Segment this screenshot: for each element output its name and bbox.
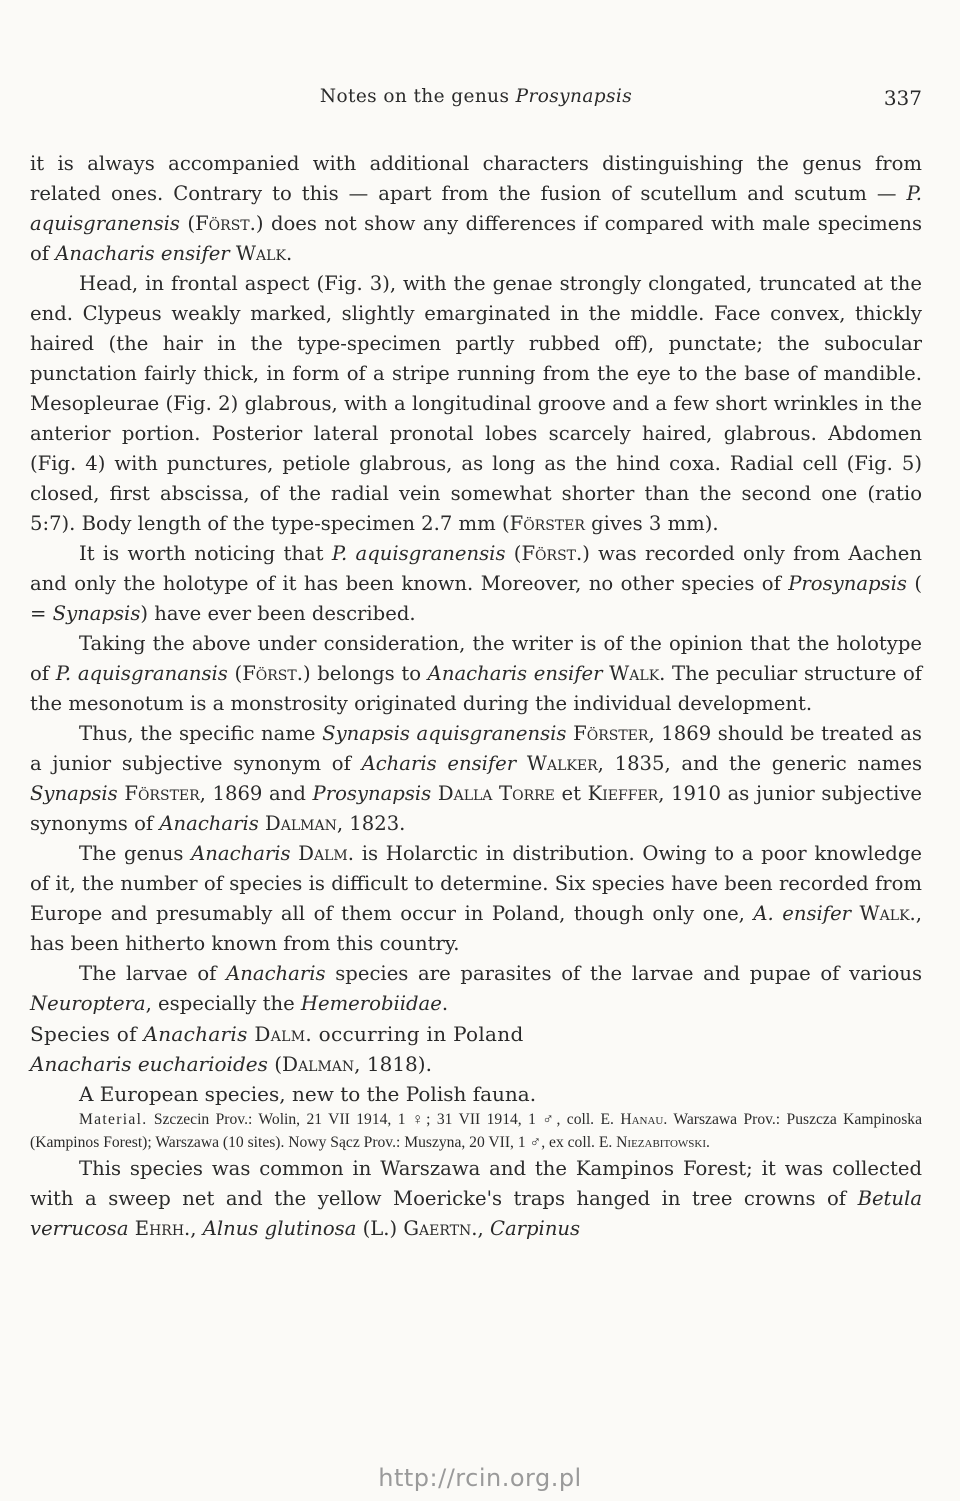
species-note: A European species, new to the Polish fauna. <box>79 1082 537 1106</box>
paragraph: The genus Anacharis Dalm. is Holarctic in distribution. Owing to a poor knowledge of it, the number of species is difficult to determine. Six species have been recorded from Europe and presumably all of them occur in Poland, though only one, A. ensifer Walk., has been hitherto known from this country. <box>30 842 922 955</box>
paragraph: Taking the above under consideration, the writer is of the opinion that the holotype of P. aquisgranansis (Först.) belongs to Anacharis ensifer Walk. The peculiar structure of the mesonotum is a monstrosity originated during the individual development. <box>30 632 922 715</box>
section-title: Species of Anacharis Dalm. occurring in Poland <box>30 1022 524 1046</box>
page-header <box>30 86 922 116</box>
paragraph: It is worth noticing that P. aquisgranensis (Först.) was recorded only from Aachen and only the holotype of it has been known. Moreover, no other species of Prosynapsis ( = Synapsis) have ever been described. <box>30 542 922 625</box>
paragraph: The larvae of Anacharis species are parasites of the larvae and pupae of various Neuroptera, especially the Hemerobiidae. <box>30 962 922 1015</box>
page-number: 337 <box>883 86 922 110</box>
paragraph: Thus, the specific name Synapsis aquisgranensis Förster, 1869 should be treated as a junior subjective synonym of Acharis ensifer Walker, 1835, and the generic names Synapsis Förster, 1869 and Prosynapsis Dalla Torre et Kieffer, 1910 as junior subjective synonyms of Anacharis Dalman, 1823. <box>30 722 923 835</box>
paragraph: This species was common in Warszawa and the Kampinos Forest; it was collected with a sweep net and the yellow Moericke's traps hanged in tree crowns of Betula verrucosa Ehrh., Alnus glutinosa (L.) Gaertn., Carpinus <box>30 1157 922 1240</box>
material-record: Material. Szczecin Prov.: Wolin, 21 VII 1914, 1 ♀; 31 VII 1914, 1 ♂, coll. E. Hanau. Warszawa Prov.: Puszcza Kampinoska (Kampinos Forest); Warszawa (10 sites). Nowy Sącz Prov.: Muszyna, 20 VII, 1 ♂, ex coll. E. Niezabitowski. <box>30 1111 922 1151</box>
paragraph: Head, in frontal aspect (Fig. 3), with the genae strongly clongated, truncated at the end. Clypeus weakly marked, slightly emarginated in the middle. Face convex, thickly haired (the hair in the type-specimen partly rubbed off), punctate; the subocular punctation fairly thick, in form of a stripe running from the eye to the base of mandible. Mesopleurae (Fig. 2) glabrous, with a longitudinal groove and a few short wrinkles in the anterior portion. Posterior lateral pronotal lobes scarcely haired, glabrous. Abdomen (Fig. 4) with punctures, petiole glabrous, as long as the hind coxa. Radial cell (Fig. 5) closed, first abscissa, of the radial vein somewhat shorter than the second one (ratio 5:7). Body length of the type-specimen 2.7 mm (Förster gives 3 mm). <box>30 272 922 535</box>
running-title: Notes on the genus Prosynapsis <box>319 86 633 107</box>
article-body <box>30 149 922 1244</box>
species-heading: Anacharis eucharioides (Dalman, 1818). <box>30 1052 432 1076</box>
source-url: http://rcin.org.pl <box>378 1464 582 1492</box>
paragraph: it is always accompanied with additional characters distinguishing the genus from related ones. Contrary to this — apart from the fusion of scutellum and scutum — P. aquisgranensis (Först.) does not show any differences if compared with male specimens of Anacharis ensifer Walk. <box>30 152 923 265</box>
